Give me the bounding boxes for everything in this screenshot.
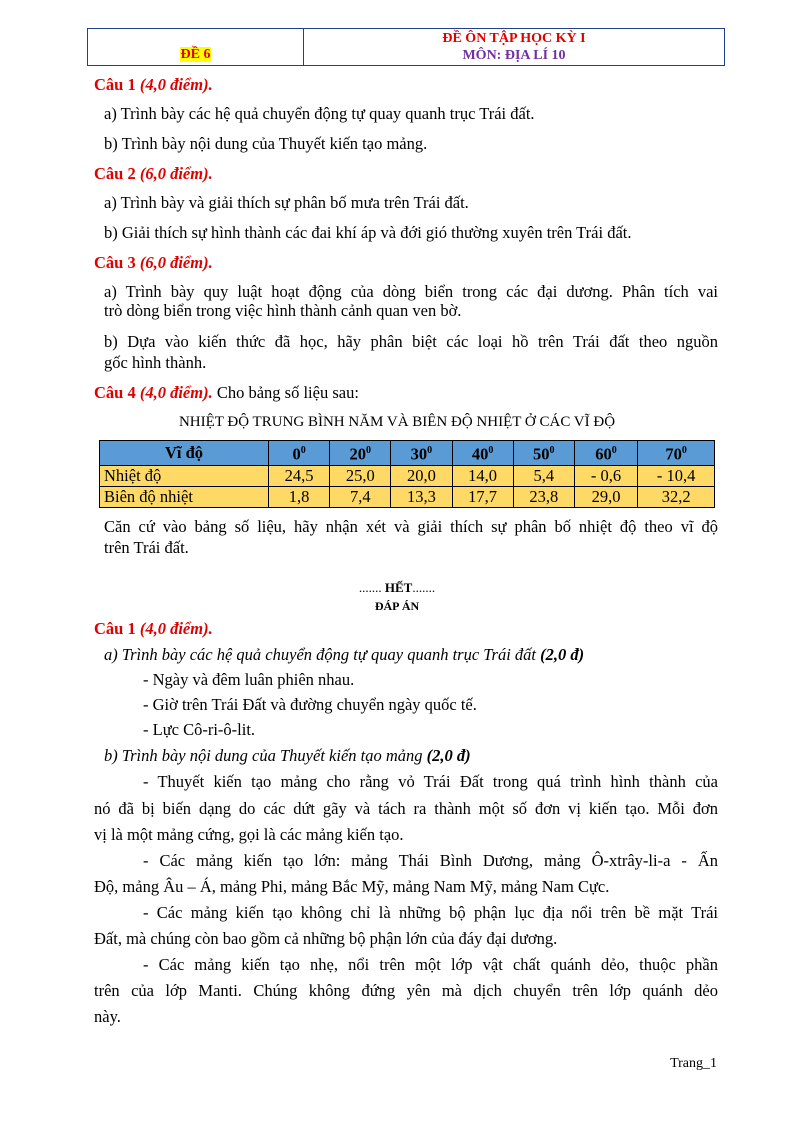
answer-1b-title: b) Trình bày nội dung của Thuyết kiến tạo mảng (2,0 đ) bbox=[104, 746, 471, 765]
question-1-heading: Câu 1 (4,0 điểm). bbox=[94, 75, 213, 94]
answer-1b-line: nó đã bị biến dạng do các dứt gãy và tách ra thành một số đơn vị kiến tạo. Mỗi đơn bbox=[94, 799, 718, 818]
table-header-cell: $0^0$ bbox=[269, 441, 330, 466]
table-header-cell: $40^0$ bbox=[452, 441, 513, 466]
exam-number-label: ĐỀ 6 bbox=[180, 47, 211, 62]
answer-1b-line: vị là một mảng cứng, gọi là các mảng kiến tạo. bbox=[94, 825, 404, 844]
header-table bbox=[87, 28, 725, 66]
question-4-task-line-1: Căn cứ vào bảng số liệu, hãy nhận xét và giải thích sự phân bố nhiệt độ theo vĩ độ bbox=[104, 517, 718, 536]
table-header-row bbox=[100, 441, 715, 466]
question-3a-line-1: a) Trình bày quy luật hoạt động của dòng biển trong các đại dương. Phân tích vai bbox=[104, 282, 718, 301]
answer-1b-line: Độ, mảng Âu – Á, mảng Phi, mảng Bắc Mỹ, mảng Nam Mỹ, mảng Nam Cực. bbox=[94, 877, 610, 896]
table-header-cell: $20^0$ bbox=[330, 441, 391, 466]
table-header-cell: $50^0$ bbox=[513, 441, 574, 466]
answer-1b-line: - Các mảng kiến tạo nhẹ, nổi trên một lớp vật chất quánh dẻo, thuộc phần bbox=[143, 955, 718, 974]
table-header-cell: $30^0$ bbox=[391, 441, 452, 466]
header-title: ĐỀ ÔN TẬP HỌC KỲ I bbox=[442, 31, 586, 46]
answer-1b-line: trên của lớp Manti. Chúng không đứng yên mà dịch chuyển trên lớp quánh dẻo bbox=[94, 981, 718, 1000]
table-title: NHIỆT ĐỘ TRUNG BÌNH NĂM VÀ BIÊN ĐỘ NHIỆT Ở CÁC VĨ ĐỘ bbox=[178, 414, 616, 430]
header-right-cell bbox=[304, 29, 724, 65]
table-cell: 7,4 bbox=[330, 486, 391, 507]
answer-1a-item: - Giờ trên Trái Đất và đường chuyển ngày quốc tế. bbox=[143, 695, 477, 714]
answer-1b-line: này. bbox=[94, 1007, 121, 1026]
answer-1b-line: - Thuyết kiến tạo mảng cho rằng vỏ Trái Đất trong quá trình hình thành của bbox=[143, 772, 718, 791]
table-cell: 5,4 bbox=[513, 465, 574, 486]
answer-1a-item: - Lực Cô-ri-ô-lit. bbox=[143, 720, 256, 739]
answer-1b-line: Đất, mà chúng còn bao gồm cả những bộ phận lớn của đáy đại dương. bbox=[94, 929, 558, 948]
question-1a: a) Trình bày các hệ quả chuyển động tự quay quanh trục Trái đất. bbox=[104, 104, 535, 123]
answer-1a-title: a) Trình bày các hệ quả chuyển động tự quay quanh trục Trái đất (2,0 đ) bbox=[104, 645, 585, 664]
table-cell: 23,8 bbox=[513, 486, 574, 507]
table-header-cell: Vĩ độ bbox=[100, 441, 269, 466]
answer-1b-line: - Các mảng kiến tạo lớn: mảng Thái Bình Dương, mảng Ô-xtrây-li-a - Ấn bbox=[143, 851, 718, 870]
header-left-cell bbox=[88, 29, 304, 65]
question-1b: b) Trình bày nội dung của Thuyết kiến tạo mảng. bbox=[104, 134, 428, 153]
answer-1a-item: - Ngày và đêm luân phiên nhau. bbox=[143, 670, 355, 689]
question-4-heading: Câu 4 (4,0 điểm). Cho bảng số liệu sau: bbox=[94, 383, 359, 402]
question-2b: b) Giải thích sự hình thành các đai khí áp và đới gió thường xuyên trên Trái đất. bbox=[104, 223, 632, 242]
question-2-heading: Câu 2 (6,0 điểm). bbox=[94, 164, 213, 183]
table-row bbox=[100, 465, 715, 486]
page-number: Trang_1 bbox=[670, 1056, 717, 1071]
answer-1-heading: Câu 1 (4,0 điểm). bbox=[94, 619, 213, 638]
table-cell: 14,0 bbox=[452, 465, 513, 486]
table-row-label: Biên độ nhiệt bbox=[100, 486, 269, 507]
temperature-table bbox=[99, 440, 715, 508]
table-cell: 32,2 bbox=[638, 486, 715, 507]
table-header-cell: $70^0$ bbox=[638, 441, 715, 466]
question-2a: a) Trình bày và giải thích sự phân bố mưa trên Trái đất. bbox=[104, 193, 469, 212]
end-marker: ....... HẾT....... bbox=[358, 580, 436, 595]
table-cell: 29,0 bbox=[574, 486, 637, 507]
question-4-task-line-2: trên Trái đất. bbox=[104, 538, 189, 557]
table-cell: 20,0 bbox=[391, 465, 452, 486]
header-subtitle: MÔN: ĐỊA LÍ 10 bbox=[462, 48, 566, 63]
question-3a-line-2: trò dòng biển trong việc hình thành cảnh quan ven bờ. bbox=[104, 301, 462, 320]
table-cell: - 10,4 bbox=[638, 465, 715, 486]
question-3b-line-1: b) Dựa vào kiến thức đã học, hãy phân biệt các loại hồ trên Trái đất theo nguồn bbox=[104, 332, 718, 351]
question-3b-line-2: gốc hình thành. bbox=[104, 353, 207, 372]
table-row-label: Nhiệt độ bbox=[100, 465, 269, 486]
table-cell: 17,7 bbox=[452, 486, 513, 507]
table-row bbox=[100, 486, 715, 507]
table-cell: 13,3 bbox=[391, 486, 452, 507]
question-3-heading: Câu 3 (6,0 điểm). bbox=[94, 253, 213, 272]
table-cell: 1,8 bbox=[269, 486, 330, 507]
table-cell: 24,5 bbox=[269, 465, 330, 486]
answer-heading: ĐÁP ÁN bbox=[374, 599, 420, 613]
table-cell: 25,0 bbox=[330, 465, 391, 486]
table-cell: - 0,6 bbox=[574, 465, 637, 486]
answer-1b-line: - Các mảng kiến tạo không chỉ là những bộ phận lục địa nổi trên bề mặt Trái bbox=[143, 903, 718, 922]
table-header-cell: $60^0$ bbox=[574, 441, 637, 466]
